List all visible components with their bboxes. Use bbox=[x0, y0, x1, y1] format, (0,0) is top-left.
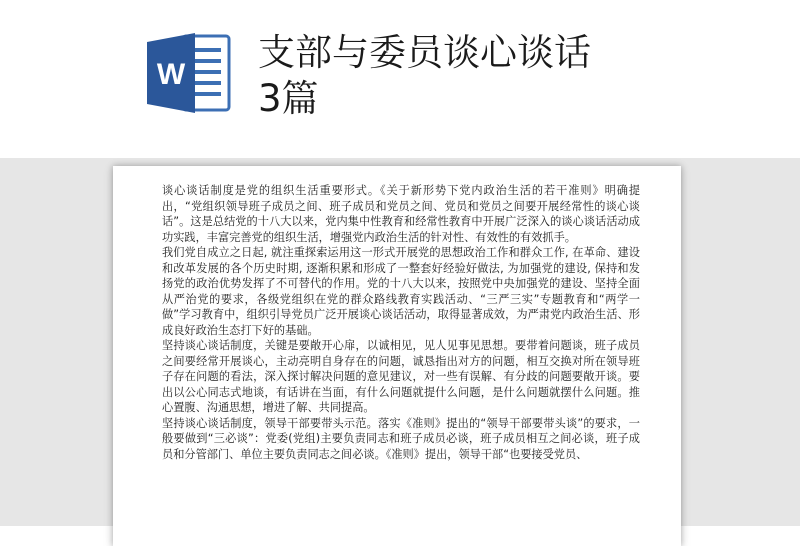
document-title: 支部与委员谈心谈话 3篇 bbox=[258, 31, 591, 120]
document-page bbox=[113, 166, 681, 546]
paragraph: 谈心谈话制度是党的组织生活重要形式。《关于新形势下党内政治生活的若干准则》明确提出，“党组织领导班子成员之间、班子成员和党员之间、党员和党员之间要开展经常性的谈心谈话”。这是总结党的十八大以来，党内集中性教育和经常性教育中开展广泛深入的谈心谈话活动成功实践，丰富完善党的组织生活，增强党内政治生活的针对性、有效性的有效抓手。 bbox=[162, 184, 640, 244]
microsoft-word-icon bbox=[145, 30, 235, 116]
document-body bbox=[162, 183, 640, 462]
paragraph: 我们党自成立之日起, 就注重探索运用这一形式开展党的思想政治工作和群众工作, 在革命、建设和改革发展的各个历史时期, 逐渐积累和形成了一整套好经验好做法, 为加强党的建设, 保持和发扬党的政治优势发挥了不可替代的作用。党的十八大以来，按照党中央加强党的建设、坚持全面从严治党的要求，各级党组织在党的群众路线教育实践活动、“三严三实”专题教育和“两学一做”学习教育中，组织引导党员广泛开展谈心谈话活动，取得显著成效，为严肃党内政治生活、形成良好政治生态打下好的基础。 bbox=[162, 246, 640, 337]
svg-text:W: W bbox=[156, 58, 186, 91]
paragraph: 坚持谈心谈话制度，领导干部要带头示范。落实《准则》提出的“领导干部要带头谈”的要求，一般要做到“三必谈”：党委(党组)主要负责同志和班子成员必谈，班子成员相互之间必谈，班子成员和分管部门、单位主要负责同志之间必谈。《准则》提出，领导干部“也要接受党员、 bbox=[162, 416, 640, 461]
header bbox=[0, 0, 800, 158]
paragraph: 坚持谈心谈话制度，关键是要敞开心扉，以诚相见，见人见事见思想。要带着问题谈，班子成员之间要经常开展谈心，主动亮明自身存在的问题，诚恳指出对方的问题，相互交换对所在领导班子存在问题的看法，深入探讨解决问题的意见建议，对一些有误解、有分歧的问题要敞开谈。要出以公心同志式地谈，有话讲在当面，有什么问题就提什么问题，是什么问题就摆什么问题。推心置腹、沟通思想，增进了解、共同提高。 bbox=[162, 339, 640, 414]
